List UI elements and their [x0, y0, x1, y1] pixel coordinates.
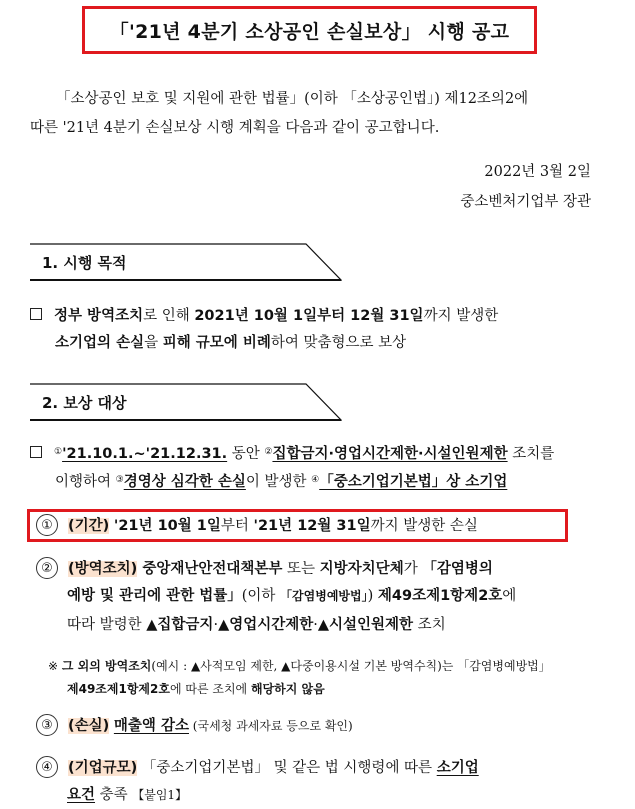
item-loss	[36, 715, 353, 737]
attachment-ref: 【붙임1】	[132, 788, 188, 802]
item-size-line-1	[36, 757, 479, 779]
note-emph: 해당하지 않음	[250, 682, 325, 696]
purpose-text: 까지 발생한	[423, 308, 499, 324]
note-emph: 제49조제1항제2호	[67, 682, 170, 696]
item-emph: 「감염병의	[422, 561, 493, 577]
circled-number: ④	[36, 756, 58, 778]
item-emph: ▲시설인원제한	[317, 617, 414, 633]
target-measures: 집합금지·영업시간제한·시설인원제한	[272, 446, 508, 462]
note-text: 에 따른 조치	[169, 682, 236, 696]
section-label: 2. 보상 대상	[42, 394, 127, 412]
note-text: 에	[235, 682, 251, 696]
item-emph: 소기업	[436, 760, 479, 776]
item-text: 조치	[413, 617, 446, 633]
target-loss: 경영상 심각한 손실	[123, 474, 246, 490]
item-tag: (방역조치)	[68, 561, 138, 577]
item-text: 또는	[282, 561, 320, 577]
item-text: 따라 발령한	[67, 617, 147, 633]
purpose-emph: 피해 규모에 비례	[162, 335, 271, 351]
purpose-text: 하여 맞춤형으로 보상	[270, 335, 407, 351]
item-text: 에	[502, 588, 517, 604]
superscript-marker: ③	[115, 475, 124, 485]
target-company: 「중소기업기본법」상 소기업	[319, 474, 508, 490]
item-text: (이하	[241, 588, 281, 604]
section-header-target	[30, 383, 342, 421]
section-label: 1. 시행 목적	[42, 254, 127, 272]
item-text: )	[367, 588, 378, 604]
item-emph: 지방자치단체	[319, 561, 404, 577]
item-emph: ▲영업시간제한	[218, 617, 314, 633]
target-text: 조치를	[507, 446, 555, 462]
target-text: 이행하여	[55, 474, 116, 490]
intro-line-1: 「소상공인 보호 및 지원에 관한 법률」(이하 「소상공인법」) 제12조의2에	[56, 91, 529, 107]
note-mark: ※	[48, 659, 59, 673]
superscript-marker: ②	[264, 447, 273, 457]
target-line-1	[30, 444, 554, 464]
note-line-2	[67, 679, 325, 699]
purpose-period: 2021년 10월 1일부터 12월 31일	[194, 308, 424, 324]
item-tag: (기업규모)	[68, 760, 138, 776]
note-line-1	[48, 656, 551, 676]
item-emph: 「감염병예방법」	[280, 589, 368, 603]
item-text: (국세청 과세자료 등으로 확인)	[188, 719, 353, 733]
item-text: 부터	[220, 518, 254, 534]
note-emph: 그 외의 방역조치	[61, 659, 152, 673]
item-text: 까지 발생한 손실	[370, 518, 478, 534]
item-emph: 예방 및 관리에 관한 법률」	[67, 588, 242, 604]
purpose-text: 로 인해	[143, 308, 195, 324]
target-text: 이 발생한	[245, 474, 312, 490]
item-text: 충족	[95, 787, 133, 803]
checkbox-bullet-icon	[30, 446, 42, 458]
section-header-purpose	[30, 243, 342, 281]
checkbox-bullet-icon	[30, 308, 42, 320]
item-text: 「중소기업기본법」 및 같은 법 시행령에 따른	[137, 760, 437, 776]
purpose-text: 을	[144, 335, 163, 351]
intro-line-2: 따른 '21년 4분기 손실보상 시행 계획을 다음과 같이 공고합니다.	[30, 120, 440, 136]
item-period	[36, 515, 478, 537]
purpose-line-1	[30, 306, 498, 326]
superscript-marker: ④	[311, 475, 320, 485]
item-text: ·	[213, 617, 219, 633]
target-text: 동안	[227, 446, 265, 462]
item-measures-line-3	[67, 615, 446, 635]
purpose-emph: 소기업의 손실	[55, 335, 145, 351]
item-tag: (기간)	[68, 518, 110, 534]
note-text: (예시 : ▲사적모임 제한, ▲다중이용시설 기본 방역수칙)는 「감염병예방법」	[151, 659, 551, 673]
target-period: '21.10.1.~'21.12.31.	[62, 446, 228, 462]
item-text: ·	[313, 617, 318, 633]
target-line-2	[55, 472, 507, 492]
page-title: 「'21년 4분기 소상공인 손실보상」 시행 공고	[82, 6, 537, 54]
item-emph: 제49조제1항제2호	[377, 588, 503, 604]
announcement-date: 2022년 3월 2일	[484, 164, 591, 180]
item-emph: '21년 10월 1일	[113, 518, 221, 534]
item-measures-line-1	[36, 558, 493, 580]
item-emph: 요건	[67, 787, 96, 803]
item-emph: '21년 12월 31일	[253, 518, 371, 534]
circled-number: ③	[36, 714, 58, 736]
circled-number: ①	[36, 514, 58, 536]
item-size-line-2	[67, 785, 187, 805]
issuer: 중소벤처기업부 장관	[460, 194, 591, 210]
item-emph: ▲집합금지	[146, 617, 214, 633]
purpose-emph: 정부 방역조치	[54, 308, 144, 324]
circled-number: ②	[36, 557, 58, 579]
purpose-line-2	[55, 333, 406, 353]
item-emph: 중앙재난안전대책본부	[137, 561, 283, 577]
item-tag: (손실)	[68, 718, 110, 734]
item-measures-line-2	[67, 586, 516, 606]
superscript-marker: ①	[54, 447, 63, 457]
item-emph: 매출액 감소	[113, 718, 189, 734]
item-text: 가	[403, 561, 423, 577]
